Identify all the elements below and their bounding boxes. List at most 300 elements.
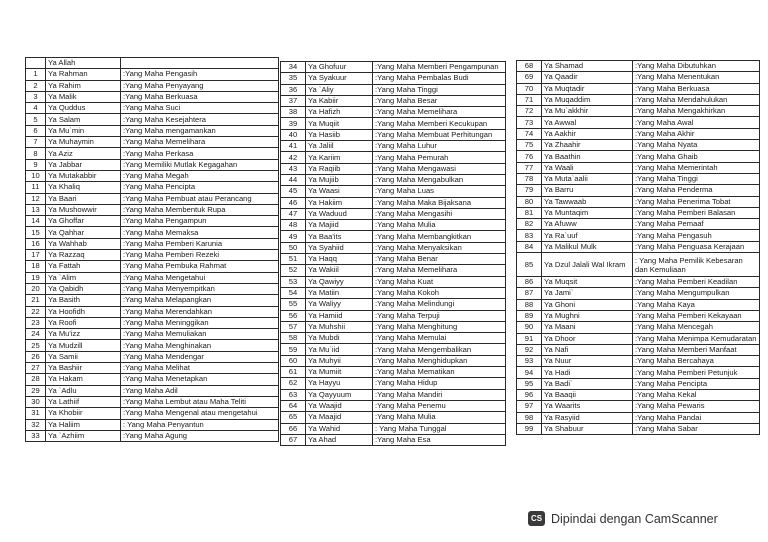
asma-meaning: :Yang Maha Mulia (373, 412, 506, 423)
asma-name: Ya Ghoni (542, 299, 633, 310)
asma-name: Ya Muhyii (306, 355, 373, 366)
asma-name: Ya Badi` (542, 378, 633, 389)
asma-name: Ya Dzul Jalali Wal Ikram (542, 253, 633, 277)
asma-meaning: :Yang Maha Pembuat atau Perancang (121, 193, 279, 204)
row-number: 59 (281, 344, 306, 355)
asma-meaning: :Yang Maha Pemberi Keadilan (633, 277, 760, 288)
watermark-text: Dipindai dengan CamScanner (551, 511, 718, 526)
row-number: 42 (281, 152, 306, 163)
table-row (281, 355, 506, 366)
asma-meaning: :Yang Maha Akhir (633, 128, 760, 139)
table-row (281, 378, 506, 389)
asma-name: Ya Raqiib (306, 163, 373, 174)
asma-meaning: :Yang Maha Megah (121, 170, 279, 181)
asma-meaning: :Yang Maha Pandai (633, 412, 760, 423)
asma-meaning: :Yang Maha Mandiri (373, 389, 506, 400)
asma-meaning: :Yang Maha Menetapkan (121, 374, 279, 385)
table-row (26, 125, 279, 136)
asma-meaning: :Yang Maha Suci (121, 103, 279, 114)
asma-name: Ya Ghoffar (46, 216, 121, 227)
asma-meaning: :Yang Maha Pemberi Rezeki (121, 250, 279, 261)
asma-meaning: :Yang Maha Mengawasi (373, 163, 506, 174)
row-number: 3 (26, 91, 46, 102)
row-number: 51 (281, 254, 306, 265)
names-table-2-body (281, 62, 506, 446)
row-number: 63 (281, 389, 306, 400)
asma-name: Ya Roofi (46, 317, 121, 328)
asma-meaning: :Yang Maha Dibutuhkan (633, 61, 760, 72)
asma-meaning: :Yang Maha Kekal (633, 390, 760, 401)
table-row (517, 288, 760, 299)
table-row (281, 129, 506, 140)
table-row (26, 261, 279, 272)
row-number: 5 (26, 114, 46, 125)
asma-name: Ya Razzaq (46, 250, 121, 261)
row-number: 83 (517, 230, 542, 241)
row-number: 46 (281, 197, 306, 208)
asma-meaning: :Yang Maha Menghinakan (121, 340, 279, 351)
table-row (26, 227, 279, 238)
table-row (281, 367, 506, 378)
asma-name: Ya Jami` (542, 288, 633, 299)
row-number: 40 (281, 129, 306, 140)
asma-meaning: :Yang Maha Membentuk Rupa (121, 204, 279, 215)
row-number: 72 (517, 106, 542, 117)
asma-meaning: :Yang Maha Pengasuh (633, 230, 760, 241)
asma-name: Ya Baari (46, 193, 121, 204)
row-number: 8 (26, 148, 46, 159)
row-number: 95 (517, 378, 542, 389)
asma-name: Ya Ghofuur (306, 62, 373, 73)
asma-name: Ya Aziz (46, 148, 121, 159)
row-number: 90 (517, 322, 542, 333)
row-number: 17 (26, 250, 46, 261)
asma-name: Ya Mu'izz (46, 329, 121, 340)
table-row (517, 253, 760, 277)
asma-name: Ya `Adlu (46, 385, 121, 396)
asma-meaning: :Yang Maha Memberi Kecukupan (373, 118, 506, 129)
asma-meaning: :Yang Maha Menyaksikan (373, 242, 506, 253)
row-number: 80 (517, 196, 542, 207)
asma-name: Ya Malik (46, 91, 121, 102)
asma-meaning: :Yang Maha Kuat (373, 276, 506, 287)
table-row (26, 385, 279, 396)
row-number: 33 (26, 430, 46, 441)
row-number: 58 (281, 333, 306, 344)
asma-meaning: :Yang Maha Memaksa (121, 227, 279, 238)
row-number: 2 (26, 80, 46, 91)
asma-meaning: :Yang Maha Memberi Pengampunan (373, 62, 506, 73)
table-row (26, 80, 279, 91)
asma-name: Ya Ahad (306, 434, 373, 445)
row-number: 50 (281, 242, 306, 253)
asma-name: Ya Hadi (542, 367, 633, 378)
row-number: 30 (26, 396, 46, 407)
asma-meaning: :Yang Maha Berkuasa (633, 83, 760, 94)
asma-name: Ya Kabiir (306, 95, 373, 106)
table-row (26, 408, 279, 419)
asma-meaning: :Yang Maha Pemberi Petunjuk (633, 367, 760, 378)
asma-name: Ya Salam (46, 114, 121, 125)
row-number: 47 (281, 208, 306, 219)
table-row (517, 196, 760, 207)
row-number: 71 (517, 94, 542, 105)
asma-name: Ya Baa'its (306, 231, 373, 242)
row-number: 81 (517, 207, 542, 218)
asma-name: Ya `Aliy (306, 84, 373, 95)
table-row (281, 84, 506, 95)
table-row (517, 219, 760, 230)
row-number: 97 (517, 401, 542, 412)
asma-meaning: :Yang Maha Benar (373, 254, 506, 265)
table-row (517, 423, 760, 434)
row-number: 48 (281, 220, 306, 231)
asma-meaning: :Yang Maha Mengasihi (373, 208, 506, 219)
row-number: 10 (26, 170, 46, 181)
asma-meaning: :Yang Memiliki Mutlak Kegagahan (121, 159, 279, 170)
row-number: 29 (26, 385, 46, 396)
asma-name: Ya Waali (542, 162, 633, 173)
table-row (26, 182, 279, 193)
names-table-3-body (517, 61, 760, 435)
table-row (26, 238, 279, 249)
asma-meaning: :Yang Maha Memuliakan (121, 329, 279, 340)
asma-name: Ya Hamiid (306, 310, 373, 321)
table-row (26, 351, 279, 362)
table-row (281, 186, 506, 197)
table-row (517, 299, 760, 310)
table-row (281, 73, 506, 84)
asma-meaning: :Yang Maha Memulai (373, 333, 506, 344)
row-number: 7 (26, 137, 46, 148)
asma-name: Ya Shabuur (542, 423, 633, 434)
row-number: 43 (281, 163, 306, 174)
asma-name: Ya Rahim (46, 80, 121, 91)
row-number: 74 (517, 128, 542, 139)
row-number: 70 (517, 83, 542, 94)
asma-name: Ya Hayyu (306, 378, 373, 389)
asma-meaning: :Yang Maha Hidup (373, 378, 506, 389)
row-number: 68 (517, 61, 542, 72)
asma-name: Ya Khobiir (46, 408, 121, 419)
asma-meaning: :Yang Maha Melindungi (373, 299, 506, 310)
row-number: 49 (281, 231, 306, 242)
asma-name: Ya Dhoor (542, 333, 633, 344)
asma-name: Ya Wahhab (46, 238, 121, 249)
asma-meaning: :Yang Maha Penemu (373, 400, 506, 411)
asma-meaning: :Yang Maha Pemurah (373, 152, 506, 163)
asma-name: Ya Muhaymin (46, 137, 121, 148)
asma-meaning: :Yang Maha Penerima Tobat (633, 196, 760, 207)
asma-name: Ya Ra`uuf (542, 230, 633, 241)
table-row (281, 389, 506, 400)
asma-name: Ya Hakam (46, 374, 121, 385)
asma-name: Ya Quddus (46, 103, 121, 114)
table-row (281, 197, 506, 208)
asma-meaning: :Yang Maha Luhur (373, 141, 506, 152)
asma-name: Ya Waasi (306, 186, 373, 197)
asma-meaning: :Yang Maha Melapangkan (121, 295, 279, 306)
table-row (26, 396, 279, 407)
camscanner-watermark (528, 511, 718, 526)
row-number: 85 (517, 253, 542, 277)
asma-meaning: :Yang Maha Pemaaf (633, 219, 760, 230)
asma-meaning: :Yang Maha Kaya (633, 299, 760, 310)
camscanner-logo: CS (528, 511, 545, 526)
asma-meaning: :Yang Maha Esa (373, 434, 506, 445)
table-row (26, 170, 279, 181)
row-number: 13 (26, 204, 46, 215)
row-number: 94 (517, 367, 542, 378)
table-row (26, 204, 279, 215)
table-row (517, 367, 760, 378)
asma-name: Ya Rasyiid (542, 412, 633, 423)
row-number: 15 (26, 227, 46, 238)
table-row (26, 272, 279, 283)
row-number: 6 (26, 125, 46, 136)
table-row (517, 106, 760, 117)
row-number: 87 (517, 288, 542, 299)
asma-meaning: : Yang Maha Pemilik Kebesaran dan Kemuliaan (633, 253, 760, 277)
row-number: 27 (26, 363, 46, 374)
asma-name: Ya Mumiit (306, 367, 373, 378)
asma-meaning: :Yang Maha Perkasa (121, 148, 279, 159)
asma-name: Ya Wakiil (306, 265, 373, 276)
row-number: 65 (281, 412, 306, 423)
table-row (281, 310, 506, 321)
row-number: 19 (26, 272, 46, 283)
table-row (281, 299, 506, 310)
table-row (26, 103, 279, 114)
table-row (26, 419, 279, 430)
table-row (281, 107, 506, 118)
table-row (281, 333, 506, 344)
table-row (517, 140, 760, 151)
asma-meaning: :Yang Maha Mendengar (121, 351, 279, 362)
row-number: 55 (281, 299, 306, 310)
asma-name: Ya Jabbar (46, 159, 121, 170)
table-row (281, 254, 506, 265)
table-row (517, 117, 760, 128)
table-row (281, 220, 506, 231)
asma-meaning: :Yang Maha Pencipta (633, 378, 760, 389)
row-number: 24 (26, 329, 46, 340)
asma-name: Ya Muqsit (542, 277, 633, 288)
asma-name: Ya Tawwaab (542, 196, 633, 207)
row-number: 57 (281, 321, 306, 332)
row-number: 35 (281, 73, 306, 84)
table-row (281, 344, 506, 355)
asma-name: Ya Fattah (46, 261, 121, 272)
asma-meaning: :Yang Maha Memelihara (373, 265, 506, 276)
row-number: 25 (26, 340, 46, 351)
row-number: 37 (281, 95, 306, 106)
asma-name: Ya Hasiib (306, 129, 373, 140)
row-number: 88 (517, 299, 542, 310)
asma-name: Ya Mushowwir (46, 204, 121, 215)
table-row (281, 423, 506, 434)
row-number: 76 (517, 151, 542, 162)
row-number: 41 (281, 141, 306, 152)
asma-meaning: :Yang Maha Berkuasa (121, 91, 279, 102)
row-number: 1 (26, 69, 46, 80)
row-number: 66 (281, 423, 306, 434)
asma-name: Ya Bashiir (46, 363, 121, 374)
asma-meaning: :Yang Maha Pemberi Karunia (121, 238, 279, 249)
row-number: 34 (281, 62, 306, 73)
table-row (26, 159, 279, 170)
table-row (517, 277, 760, 288)
asma-name: Ya Khaliq (46, 182, 121, 193)
asma-name: Ya Muntaqim (542, 207, 633, 218)
asma-meaning: :Yang Maha Mendahulukan (633, 94, 760, 105)
table-row (26, 283, 279, 294)
asma-name: Ya Syahiid (306, 242, 373, 253)
names-table-3 (516, 60, 760, 435)
asma-name: Ya Mubdi (306, 333, 373, 344)
asma-meaning: :Yang Maha Membangkitkan (373, 231, 506, 242)
table-row (281, 141, 506, 152)
asma-name: Ya Mu`min (46, 125, 121, 136)
asma-meaning: :Yang Maha Pencipta (121, 182, 279, 193)
table-row (517, 128, 760, 139)
asma-meaning: :Yang Maha Menimpa Kemudaratan (633, 333, 760, 344)
row-number: 62 (281, 378, 306, 389)
asma-name: Ya Mujiib (306, 174, 373, 185)
row-number: 12 (26, 193, 46, 204)
asma-name: Ya Mu`akkhir (542, 106, 633, 117)
asma-meaning: :Yang Maha Pewaris (633, 401, 760, 412)
asma-name: Ya Samii (46, 351, 121, 362)
asma-name: Ya Kariim (306, 152, 373, 163)
row-number: 84 (517, 241, 542, 252)
asma-meaning: :Yang Maha Pemberi Kekayaan (633, 310, 760, 321)
asma-name: Ya Waduud (306, 208, 373, 219)
row-number: 61 (281, 367, 306, 378)
asma-name: Ya Haqq (306, 254, 373, 265)
table-row (517, 230, 760, 241)
asma-name: Ya Nafi (542, 344, 633, 355)
asma-name: Ya Shamad (542, 61, 633, 72)
row-number: 93 (517, 356, 542, 367)
table-header-row (26, 58, 279, 69)
asma-name: Ya Qahhar (46, 227, 121, 238)
asma-meaning: :Yang Maha Maka Bijaksana (373, 197, 506, 208)
asma-meaning: :Yang Maha Memelihara (121, 137, 279, 148)
table-row (517, 61, 760, 72)
asma-name: Ya Syakuur (306, 73, 373, 84)
asma-name: Ya Jaliil (306, 141, 373, 152)
asma-name: Ya Maani (542, 322, 633, 333)
asma-name: Ya Wahid (306, 423, 373, 434)
asma-meaning: :Yang Maha Merendahkan (121, 306, 279, 317)
asma-name: Ya Baaqii (542, 390, 633, 401)
table-row (517, 344, 760, 355)
row-number: 77 (517, 162, 542, 173)
asma-meaning: :Yang Maha Mengembalikan (373, 344, 506, 355)
names-table-1-body (26, 58, 279, 442)
table-row (517, 173, 760, 184)
row-number: 64 (281, 400, 306, 411)
row-number: 4 (26, 103, 46, 114)
table-row (26, 69, 279, 80)
row-number: 69 (517, 72, 542, 83)
header-number-cell (26, 58, 46, 69)
row-number: 23 (26, 317, 46, 328)
table-row (26, 91, 279, 102)
asma-name: Ya Haliim (46, 419, 121, 430)
asma-meaning: :Yang Maha Penyayang (121, 80, 279, 91)
header-name-cell: Ya Allah (46, 58, 121, 69)
row-number: 78 (517, 173, 542, 184)
asma-meaning: :Yang Maha Menghidupkan (373, 355, 506, 366)
table-row (26, 329, 279, 340)
asma-meaning: :Yang Maha Pembuka Rahmat (121, 261, 279, 272)
row-number: 91 (517, 333, 542, 344)
row-number: 14 (26, 216, 46, 227)
names-table-1 (25, 57, 279, 442)
table-row (517, 378, 760, 389)
asma-meaning: :Yang Maha Mengenal atau mengetahui (121, 408, 279, 419)
asma-name: Ya Muqaddim (542, 94, 633, 105)
asma-meaning: :Yang Maha Mematikan (373, 367, 506, 378)
asma-meaning: :Yang Maha Menyempitkan (121, 283, 279, 294)
table-row (281, 231, 506, 242)
asma-name: Ya Barru (542, 185, 633, 196)
asma-name: Ya Nuur (542, 356, 633, 367)
asma-name: Ya Muta`aalii (542, 173, 633, 184)
asma-meaning: :Yang Maha Mengabulkan (373, 174, 506, 185)
table-row (26, 306, 279, 317)
row-number: 16 (26, 238, 46, 249)
row-number: 44 (281, 174, 306, 185)
asma-name: Ya Waliyy (306, 299, 373, 310)
table-row (517, 333, 760, 344)
row-number: 92 (517, 344, 542, 355)
row-number: 38 (281, 107, 306, 118)
asma-meaning: :Yang Maha Penguasa Kerajaan (633, 241, 760, 252)
asma-meaning: :Yang Maha Mengakhirkan (633, 106, 760, 117)
row-number: 99 (517, 423, 542, 434)
asma-meaning: :Yang Maha Memerintah (633, 162, 760, 173)
row-number: 60 (281, 355, 306, 366)
row-number: 9 (26, 159, 46, 170)
asma-meaning: :Yang Maha Mencegah (633, 322, 760, 333)
table-row (517, 162, 760, 173)
table-row (26, 363, 279, 374)
table-row (517, 356, 760, 367)
asma-meaning: :Yang Maha Adil (121, 385, 279, 396)
asma-name: Ya Muhshii (306, 321, 373, 332)
asma-meaning: :Yang Maha Melihat (121, 363, 279, 374)
row-number: 75 (517, 140, 542, 151)
asma-name: Ya Hafizh (306, 107, 373, 118)
asma-meaning: :Yang Maha Pengasih (121, 69, 279, 80)
asma-meaning: :Yang Maha Pembalas Budi (373, 73, 506, 84)
row-number: 31 (26, 408, 46, 419)
header-meaning-cell (121, 58, 279, 69)
row-number: 36 (281, 84, 306, 95)
asma-meaning: :Yang Maha Bercahaya (633, 356, 760, 367)
row-number: 98 (517, 412, 542, 423)
row-number: 22 (26, 306, 46, 317)
row-number: 79 (517, 185, 542, 196)
row-number: 18 (26, 261, 46, 272)
asma-meaning: :Yang Maha Menghitung (373, 321, 506, 332)
table-row (26, 114, 279, 125)
asma-meaning: : Yang Maha Tunggal (373, 423, 506, 434)
table-row (26, 295, 279, 306)
